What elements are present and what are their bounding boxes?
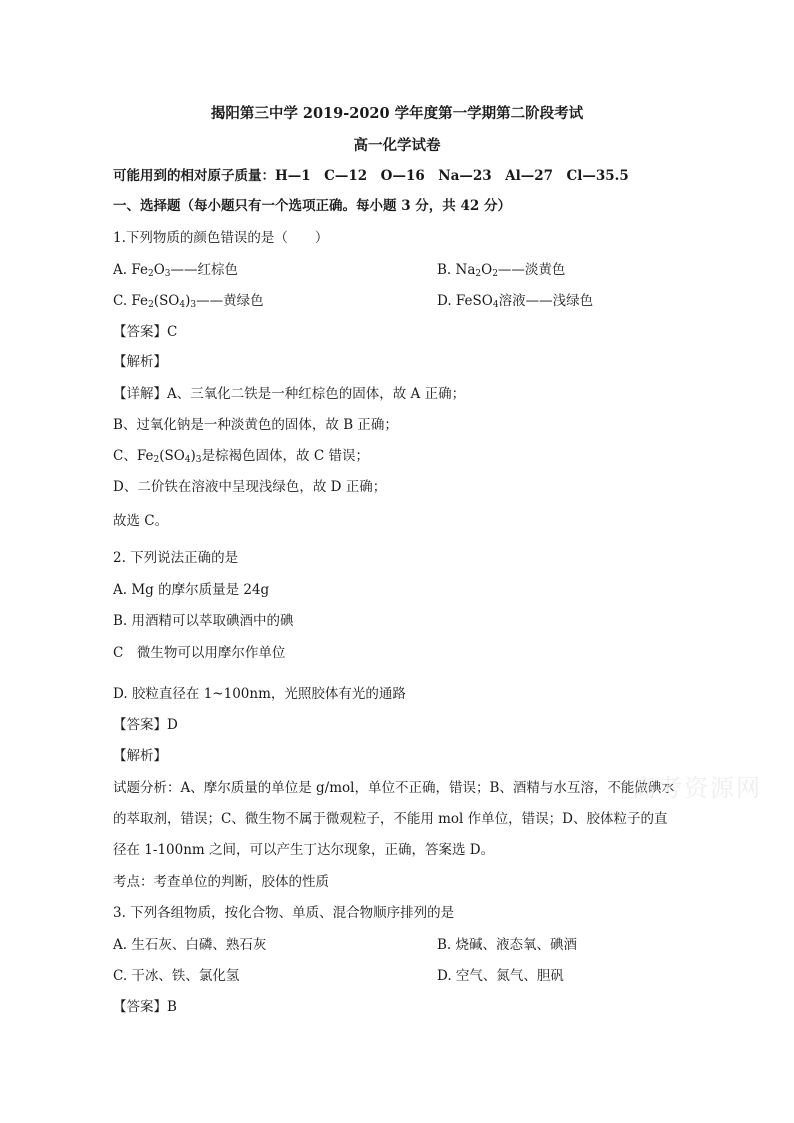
q3-option-b: B. 烧碱、液态氧、碘酒 [437, 937, 578, 953]
q3-answer: 【答案】B [113, 999, 177, 1015]
q2-explanation-1: 试题分析：A、摩尔质量的单位是 g/mol，单位不正确，错误；B、酒精与水互溶，不能做碘水 [113, 780, 675, 796]
q1-option-d: D. FeSO$_4$溶液——浅绿色 [437, 293, 594, 310]
q2-option-b: B. 用酒精可以萃取碘酒中的碘 [113, 613, 294, 629]
q2-analysis-label: 【解析】 [113, 748, 167, 764]
q1-answer: 【答案】C [113, 324, 178, 340]
q2-explanation-4: 考点：考查单位的判断，胶体的性质 [113, 874, 329, 890]
q2-option-a: A. Mg 的摩尔质量是 24g [113, 582, 270, 598]
q3-option-d: D. 空气、氮气、胆矾 [437, 968, 564, 984]
q1-analysis-label: 【解析】 [113, 354, 167, 370]
q3-option-a: A. 生石灰、白磷、熟石灰 [113, 937, 267, 953]
q3-option-c: C. 干冰、铁、氯化氢 [113, 968, 240, 984]
q2-explanation-3: 径在 1-100nm 之间，可以产生丁达尔现象，正确，答案选 D。 [113, 842, 495, 858]
q2-explanation-2: 的萃取剂，错误；C、微生物不属于微观粒子，不能用 mol 作单位，错误；D、胶体粒子的直 [113, 811, 668, 827]
q1-explanation-2: B、过氧化钠是一种淡黄色的固体，故 B 正确； [113, 417, 398, 433]
q2-option-c: C 微生物可以用摩尔作单位 [113, 645, 286, 661]
q1-option-a: A. $Fe_2O_3——$红棕色 [113, 262, 238, 279]
q3-stem: 3. 下列各组物质，按化合物、单质、混合物顺序排列的是 [113, 905, 455, 921]
exam-subtitle: 高一化学试卷 [353, 137, 441, 154]
q1-option-b: B. $Na_2O_2——$淡黄色 [437, 262, 566, 279]
q1-explanation-4: D、二价铁在溶液中呈现浅绿色，故 D 正确； [113, 479, 387, 495]
q2-answer: 【答案】D [113, 717, 178, 733]
q2-stem: 2. 下列说法正确的是 [113, 550, 239, 566]
q1-stem: 1.下列物质的颜色错误的是（ ） [113, 230, 329, 246]
q1-option-c: C. $Fe_2(SO_4)_3——$黄绿色 [113, 293, 264, 310]
atomic-masses: 可能用到的相对原子质量：H—1 C—12 O—16 Na—23 Al—27 Cl—35.5 [113, 168, 629, 184]
q1-explanation-3: C、$Fe_2(SO_4)_3$是棕褐色固体，故 C 错误； [113, 448, 369, 465]
q1-explanation-1: 【详解】A、三氧化二铁是一种红棕色的固体，故 A 正确； [113, 386, 466, 402]
q1-explanation-5: 故选 C。 [113, 513, 169, 529]
watermark: 高考资源网 [632, 774, 762, 802]
exam-title: 揭阳第三中学 2019-2020 学年度第一学期第二阶段考试 [210, 105, 584, 122]
q2-option-d: D. 胶粒直径在 1~100nm，光照胶体有光的通路 [113, 686, 406, 702]
section-heading: 一、选择题（每小题只有一个选项正确。每小题 3 分，共 42 分） [113, 198, 511, 214]
